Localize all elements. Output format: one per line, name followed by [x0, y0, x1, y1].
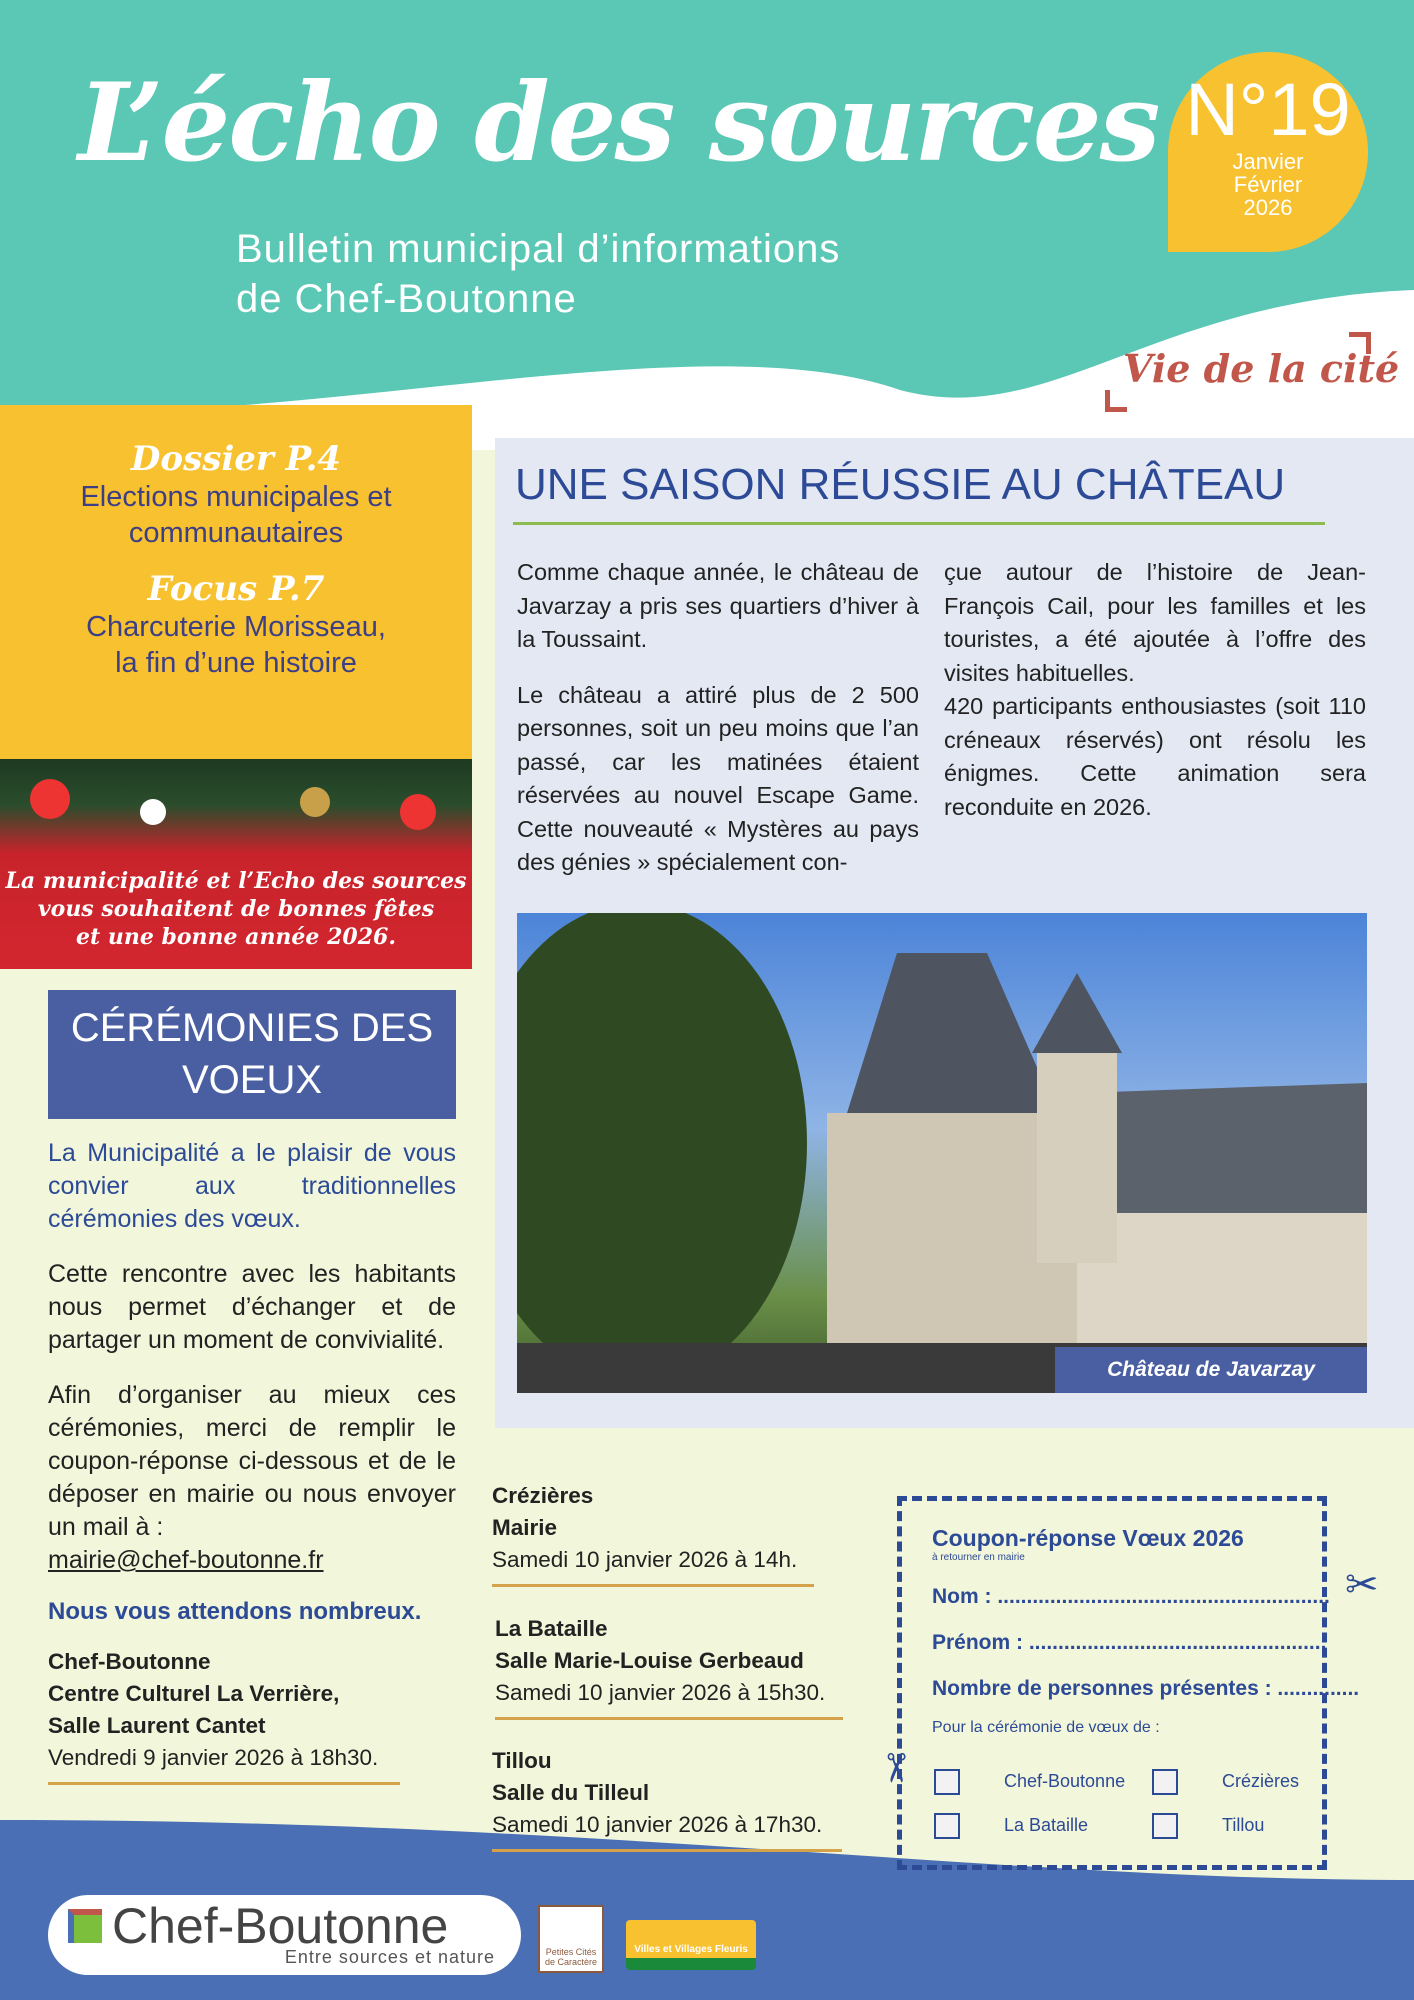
- location-room: Salle Laurent Cantet: [48, 1713, 266, 1738]
- location-crezieres: [492, 1480, 814, 1587]
- newsletter-subtitle: [236, 224, 840, 324]
- ceremonies-intro: La Municipalité a le plaisir de vous convier aux traditionnelles cérémonies des vœux.: [48, 1139, 456, 1233]
- chateau-illustration: [517, 913, 1367, 1393]
- divider: [495, 1717, 843, 1720]
- checkbox[interactable]: [1152, 1813, 1178, 1839]
- dossier-label[interactable]: Dossier P.4: [130, 439, 342, 479]
- option-chef-boutonne[interactable]: [934, 1769, 1125, 1795]
- issue-badge: [1168, 52, 1368, 252]
- nombre-field[interactable]: Nombre de personnes présentes : ..............: [932, 1677, 1360, 1700]
- photo-caption: Château de Javarzay: [1055, 1347, 1367, 1393]
- article-column: [944, 556, 1366, 824]
- ceremony-choice-label: Pour la cérémonie de vœux de :: [932, 1719, 1160, 1736]
- article-paragraph: Comme chaque année, le château de Javarzay a pris ses quartiers d’hiver à la Toussaint.: [517, 559, 919, 652]
- ceremonies-paragraph: Cette rencontre avec les habitants nous permet d’échanger et de partager un moment de convivialité.: [48, 1260, 456, 1354]
- location-date: Vendredi 9 janvier 2026 à 18h30.: [48, 1745, 379, 1770]
- coupon-subtitle: à retourner en mairie: [932, 1552, 1025, 1563]
- ceremonies-column: [48, 990, 456, 1785]
- section-title: Vie de la cité: [1123, 346, 1400, 391]
- article-paragraph: Le château a attiré plus de 2 500 personnes, soit un peu moins que l’an passé, car les matinées étaient réservées au nouvel Escape Game. Cette nouveauté « Mystères au pays des génies » spécialement con-: [517, 681, 919, 875]
- chateau-photo: [517, 913, 1367, 1393]
- location-name: Crézières: [492, 1483, 594, 1508]
- nom-field[interactable]: Nom : .........................................................: [932, 1585, 1330, 1608]
- location-tillou: [492, 1745, 842, 1852]
- teaser-block: [0, 405, 472, 759]
- coupon-form: [897, 1496, 1360, 1870]
- focus-label[interactable]: Focus P.7: [147, 569, 325, 609]
- divider: [48, 1782, 400, 1785]
- scissors-icon: ✂: [1345, 1563, 1379, 1607]
- coupon-title: Coupon-réponse Vœux 2026: [932, 1525, 1244, 1551]
- email-link[interactable]: mairie@chef-boutonne.fr: [48, 1546, 324, 1574]
- greeting-line: La municipalité et l’Echo des sources: [5, 868, 467, 894]
- issue-month: Janvier: [1232, 149, 1304, 174]
- greeting-line: vous souhaitent de bonnes fêtes: [37, 896, 435, 922]
- option-label: Crézières: [1222, 1770, 1300, 1791]
- logo-tagline: Entre sources et nature: [284, 1947, 495, 1967]
- option-label: Tillou: [1222, 1814, 1265, 1835]
- divider: [492, 1849, 842, 1852]
- checkbox[interactable]: [1152, 1769, 1178, 1795]
- location-date: Samedi 10 janvier 2026 à 17h30.: [492, 1812, 823, 1837]
- ceremonies-title: CÉRÉMONIES DES VOEUX: [48, 990, 456, 1119]
- divider: [492, 1584, 814, 1587]
- closing-text: Nous vous attendons nombreux.: [48, 1598, 422, 1625]
- ornament-icon: [400, 794, 436, 830]
- location-venue: Centre Culturel La Verrière,: [48, 1681, 340, 1706]
- option-label: Chef-Boutonne: [1004, 1770, 1126, 1791]
- location-date: Samedi 10 janvier 2026 à 15h30.: [495, 1680, 826, 1705]
- option-label: La Bataille: [1004, 1814, 1089, 1835]
- subtitle-line: Bulletin municipal d’informations: [236, 227, 841, 271]
- greeting-line: et une bonne année 2026.: [76, 924, 396, 950]
- location-venue: Salle Marie-Louise Gerbeaud: [495, 1648, 804, 1673]
- scissors-icon: ✂: [872, 1751, 917, 1785]
- petites-cites-label: Petites Cités de Caractère: [538, 1905, 604, 1973]
- focus-text: Charcuterie Morisseau,: [86, 611, 386, 643]
- article-title: UNE SAISON RÉUSSIE AU CHÂTEAU: [515, 460, 1286, 509]
- issue-number: N°19: [1185, 68, 1351, 151]
- checkbox[interactable]: [934, 1813, 960, 1839]
- location-name: La Bataille: [495, 1616, 608, 1641]
- focus-text: la fin d’une histoire: [115, 647, 357, 679]
- location-name: Tillou: [492, 1748, 552, 1773]
- issue-year: 2026: [1243, 195, 1293, 220]
- location-venue: Mairie: [492, 1515, 558, 1540]
- ornament-icon: [300, 787, 330, 817]
- dossier-text: communautaires: [128, 517, 344, 549]
- corner-bracket: [1105, 390, 1127, 412]
- location-chef-boutonne: [48, 1646, 456, 1785]
- greeting-banner: [0, 759, 472, 969]
- article-paragraph: çue autour de l’histoire de Jean-François Cail, pour les familles et les touristes, a été ajoutée à l’offre des visites habituelles.: [944, 559, 1366, 686]
- ornament-icon: [30, 779, 70, 819]
- section-label: [1105, 332, 1400, 412]
- article-paragraph: 420 participants enthousiastes (soit 110 créneaux réservés) ont résolu les énigmes. Cette animation sera reconduite en 2026.: [944, 693, 1366, 820]
- title-underline: [513, 522, 1325, 525]
- option-crezieres[interactable]: [1152, 1769, 1299, 1795]
- dossier-text: Elections municipales et: [80, 481, 392, 513]
- option-tillou[interactable]: [1152, 1813, 1264, 1839]
- logo-text: Chef-Boutonne: [112, 1898, 449, 1954]
- option-la-bataille[interactable]: [934, 1813, 1088, 1839]
- ornament-icon: [140, 799, 166, 825]
- villes-fleuris-label: Villes et Villages Fleuris: [626, 1920, 756, 1970]
- location-date: Samedi 10 janvier 2026 à 14h.: [492, 1547, 798, 1572]
- greeting-text: [0, 867, 472, 951]
- prenom-field[interactable]: Prénom : ...................................................: [932, 1631, 1327, 1654]
- article-column: [517, 556, 919, 880]
- location-name: Chef-Boutonne: [48, 1649, 211, 1674]
- issue-month: Février: [1233, 172, 1303, 197]
- location-la-bataille: [495, 1613, 843, 1720]
- ceremonies-paragraph: Afin d’organiser au mieux ces cérémonies, merci de remplir le coupon-réponse ci-dessous et de le déposer en mairie ou nous envoyer un mail à :: [48, 1381, 456, 1541]
- chef-boutonne-logo: [48, 1895, 521, 1975]
- newsletter-title: L’écho des sources: [78, 60, 1159, 186]
- logo-mark-icon: [68, 1909, 102, 1943]
- article: [495, 438, 1414, 1428]
- checkbox[interactable]: [934, 1769, 960, 1795]
- location-venue: Salle du Tilleul: [492, 1780, 650, 1805]
- subtitle-line: de Chef-Boutonne: [236, 277, 577, 321]
